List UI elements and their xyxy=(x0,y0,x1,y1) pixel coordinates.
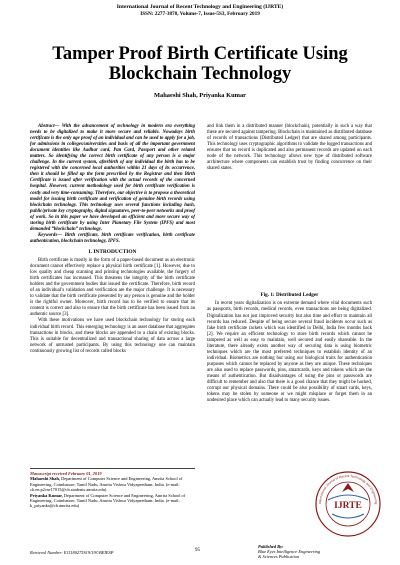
author-footnote xyxy=(30,468,195,509)
ijrte-logo-icon xyxy=(314,470,382,538)
paper-title: Tamper Proof Birth Certificate Using Blockchain Technology xyxy=(52,44,348,84)
intro-paragraph-1: Birth certificate is mostly in the form of a paper-based document as an electronic document cannot effectively replace a physical birth certificate [1]. However, due to low quality and cheap scanning and printing technologies available, the forgery of birth certificates has increased. This threatens the integrity of the birth certificate holders and the government bodies that issued the certificate. Therefore, birth record of an individual’s validation and verification are the major challenge. It is necessary to validate that the birth certificate presented by any person is genuine and the holder is the rightful owner. Moreover, birth record has to be verified to ensure that its content is correct and also to ensure that the birth certificate has been issued from an authentic source [3]. xyxy=(30,257,195,318)
right-column xyxy=(207,124,372,404)
figure-caption: Fig. 1: Distributed Ledger xyxy=(260,292,319,299)
paper-authors: Mahaeshi Shah, Priyanka Kumar xyxy=(154,92,246,99)
author2-text: Department of Computer Science and Engineering, Amrita School of Engineering, Coimbatore; Tamil Nadu, Amrita Vishwa Vidyapeetham; India. (e-mail: k_priyanka@cb.amrita.edu) xyxy=(30,492,186,509)
right-paragraph-1: and link them in a distributed manner (blockchain), potentially in such a way that these are secured against tampering. Blockchain is maintained as distributed database of records of transactions (Distributed Ledger) that are shared among participants. This technology uses cryptographic algorithms to validate the logged transactions and ensures that no record is duplicated and also permanent records are updated on each node of the network. This technology allows new type of distributed software architecture where components can establish trust by finding concurrence on their shared states. xyxy=(207,124,372,172)
author1-affiliation xyxy=(30,476,195,492)
section-heading-introduction: I. INTRODUCTION xyxy=(88,248,137,255)
publisher-block xyxy=(258,544,320,559)
publisher-name: Blue Eyes Intelligence Engineering xyxy=(258,549,321,554)
intro-paragraph-2: With these motivations we have used blockchain technology for storing each individual birth record. This emerging technology is an asset database that aggregates transactions in blocks, and these blocks are appended to a chain of existing blocks. This is suitable for decentralized and transactional sharing of data across a large network of untrusted participants. By using this technology one can maintain continuously growing list of records called blocks xyxy=(30,318,195,354)
retrieval-number: Retrieval Number: E11180275S19/19©BEIESP xyxy=(30,550,114,555)
publisher-name-2: & Sciences Publication xyxy=(258,554,300,559)
left-column xyxy=(30,124,195,355)
keywords: Keywords— Birth certificate, birth certificate verification, birth certificate authentication, blockchain technology, IPFS. xyxy=(30,232,195,244)
journal-header xyxy=(0,4,400,18)
author1-text: Department of Computer Science and Engineering, Amrita School of Engineering, Coimbatore; Tamil Nadu, Amrita Vishwa Vidyapeetham; India. (e-mail: cb.en.p2cse17015@cb.students.amrita.edu) xyxy=(30,476,183,493)
journal-issn: ISSN: 2277-3878, Volume-7, Issue-5S3, February 2019 xyxy=(140,11,260,17)
page-number: 95 xyxy=(195,548,200,553)
manuscript-received: Manuscript received February 01, 2019 xyxy=(30,471,102,476)
author1-name: Mahaeshi Shah, xyxy=(30,476,61,482)
author2-affiliation xyxy=(30,493,195,509)
published-by: Published By: xyxy=(258,544,284,549)
author2-name: Priyanka Kumar, xyxy=(30,492,63,498)
logo-ring-text: International Journal of Recent Technology and Engineering xyxy=(317,473,379,505)
logo-wordmark: IJRTE xyxy=(334,501,362,511)
abstract: Abstract— With the advancement of technology in modern era everything needs to be digitalized to make it more secure and reliable. Nowadays birth certificate is the only age proof of an individual and can be used to apply for a job, for admissions in colleges/universities and basis of all the important government document identities like Aadhar card, Pan Card, Passport and other related matters. So identifying the correct birth certificate of any person is a major challenge. In the current system, afterbirth of any individual the birth has to be registered with the concerned local authorities within 21 days of its occurrence, then it should be filled up the form prescribed by the Registrar and then Birth Certificate is issued after verification with the actual records of the concerned hospital. However, current methodology used for birth certificate verification is costly and very time-consuming. Therefore, our objective is to propose a theoretical model for issuing birth certificate and verification of genuine birth records using blockchain technology. This technology uses several functions including hash, public/private key cryptography, digital signatures, peer-to-peer networks and proof of work. So in this paper we have developed an efficient and more secure way of storing birth certificate by using Inter Planetary File System (IPFS) and most demanded “blockchain” technology. xyxy=(30,124,195,232)
figure-1-placeholder xyxy=(207,178,372,290)
right-paragraph-2: In recent years digitalization is on extreme demand where vital documents such as passports, birth records, medical records, even transactions are being digitalized. Digitalization has not just improved security but also time and effort to maintain all records has reduced. Despite of being secure several fraud incidents occur such as fake birth certificate rackets which was identified in Delhi, India few months back [2]. We require an efficient technology to store birth records which cannot be tampered as well as easy to maintain, well secured and easily shareable. In the literature, there already exists another way of securing data is using biometric techniques which are the most preferred techniques to establish identity of an individual. Biometrics are nothing but using our biological traits for authentication purposes which cannot be replaced by anyone as they are unique. These techniques are also used to replace passwords, pins, smartcards, keys and tokens which are the means of authentication. But disadvantages of using the pins or passwords are difficult to remember and also that there is a good chance that they might be hacked, corrupt our physical domains. There could be also possibility of smart cards, keys, tokens may be stolen by someone or we might misplace or forget them in an undesired place which can actually lead to many security issues. xyxy=(207,301,372,404)
journal-name: International Journal of Recent Technology and Engineering (IJRTE) xyxy=(116,4,284,10)
